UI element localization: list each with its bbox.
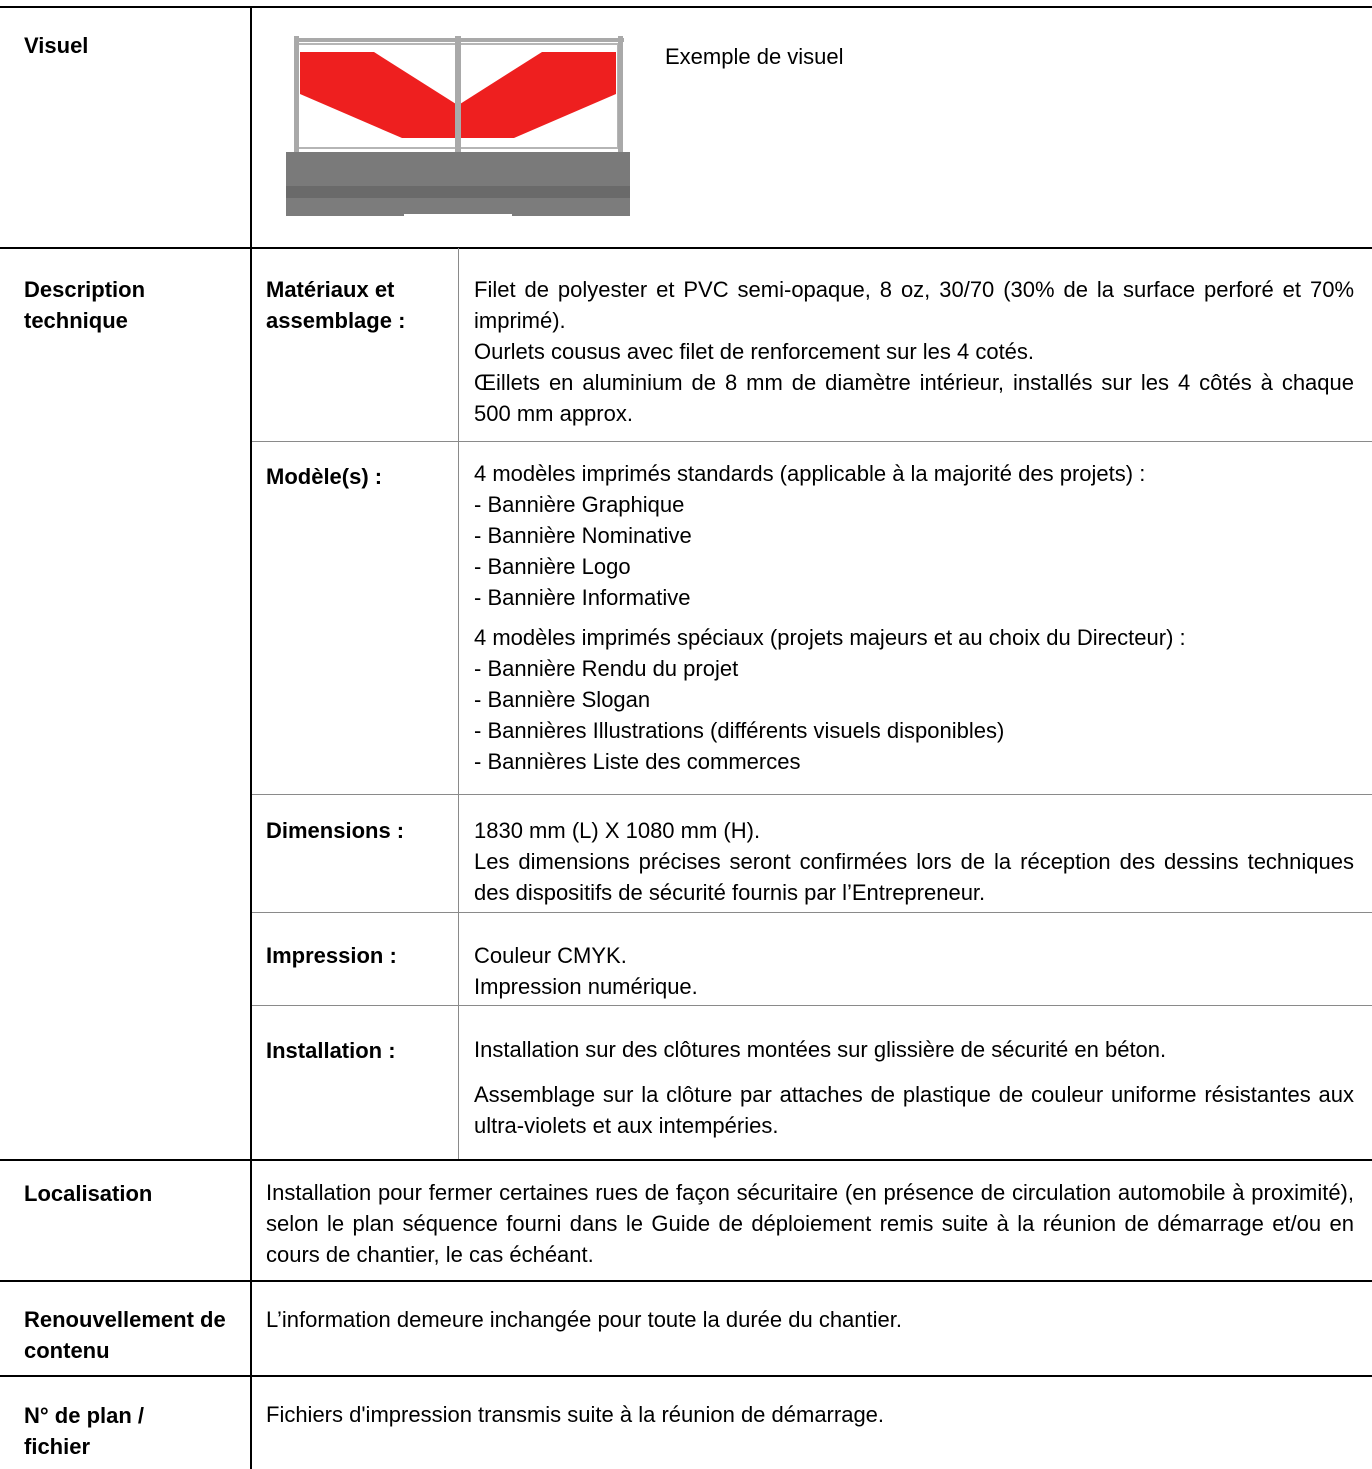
materiaux-label: Matériaux et assemblage : — [266, 277, 406, 333]
row-border-localisation — [0, 1280, 1372, 1282]
table-top-border — [0, 6, 1372, 8]
renouvellement-label: Renouvellement de contenu — [24, 1307, 226, 1363]
row-border-visuel — [0, 247, 1372, 249]
label-column-border — [250, 6, 252, 1469]
impression-label: Impression : — [266, 943, 397, 968]
description-label: Description technique — [24, 277, 146, 333]
installation-para: Assemblage sur la clôture par attaches de plastique de couleur uniforme résistantes aux ultra-violets et aux intempéries. — [474, 1082, 1354, 1138]
barrier-banner-image — [284, 34, 632, 224]
renouvellement-text: L’information demeure inchangée pour toute la durée du chantier. — [266, 1307, 902, 1332]
row-border-renouvellement — [0, 1375, 1372, 1377]
plan-label: N° de plan / fichier — [24, 1403, 145, 1459]
installation-label: Installation : — [266, 1038, 396, 1063]
subrow-border-3 — [252, 912, 1372, 913]
list-item: - Bannière Logo — [474, 551, 1354, 582]
modeles-label: Modèle(s) : — [266, 464, 383, 489]
list-item: - Bannières Illustrations (différents visuels disponibles) — [474, 715, 1354, 746]
modeles-text — [474, 458, 1354, 777]
dimensions-label: Dimensions : — [266, 818, 405, 843]
special-intro: 4 modèles imprimés spéciaux (projets majeurs et au choix du Directeur) : — [474, 625, 1186, 650]
dimensions-line: Les dimensions précises seront confirmées lors de la réception des dessins techniques des dispositifs de sécurité fournis par l’Entrepreneur. — [474, 849, 1354, 905]
materiaux-line: Ourlets cousus avec filet de renforcement sur les 4 cotés. — [474, 339, 1035, 364]
subrow-border-2 — [252, 794, 1372, 795]
standard-intro: 4 modèles imprimés standards (applicable à la majorité des projets) : — [474, 461, 1146, 486]
list-item: - Bannière Rendu du projet — [474, 653, 1354, 684]
materiaux-line: Œillets en aluminium de 8 mm de diamètre intérieur, installés sur les 4 côtés à chaque 500 mm approx. — [474, 370, 1354, 426]
row-border-description — [0, 1159, 1372, 1161]
list-item: - Bannière Slogan — [474, 684, 1354, 715]
list-item: - Bannières Liste des commerces — [474, 746, 1354, 777]
dimensions-line: 1830 mm (L) X 1080 mm (H). — [474, 818, 761, 843]
dimensions-text — [474, 815, 1354, 908]
localisation-text: Installation pour fermer certaines rues de façon sécuritaire (en présence de circulation automobile à proximité), selon le plan séquence fourni dans le Guide de déploiement remis suite à la réunion de démarrage et/ou en cours de chantier, le cas échéant. — [266, 1180, 1354, 1267]
list-item: - Bannière Informative — [474, 582, 1354, 613]
impression-line: Couleur CMYK. — [474, 943, 627, 968]
impression-line: Impression numérique. — [474, 974, 698, 999]
list-item: - Bannière Nominative — [474, 520, 1354, 551]
standard-list — [474, 489, 1354, 613]
special-list — [474, 653, 1354, 777]
subrow-border-1 — [252, 441, 1372, 442]
plan-text: Fichiers d'impression transmis suite à la réunion de démarrage. — [266, 1402, 885, 1427]
materiaux-text — [474, 274, 1354, 429]
localisation-label: Localisation — [24, 1181, 153, 1206]
installation-text — [474, 1034, 1354, 1141]
visuel-caption: Exemple de visuel — [665, 44, 844, 69]
subrow-border-4 — [252, 1005, 1372, 1006]
subtable-column-border — [458, 248, 459, 1159]
impression-text — [474, 940, 1354, 1002]
materiaux-line: Filet de polyester et PVC semi-opaque, 8 oz, 30/70 (30% de la surface perforé et 70% imprimé). — [474, 277, 1354, 333]
installation-para: Installation sur des clôtures montées sur glissière de sécurité en béton. — [474, 1037, 1167, 1062]
visuel-label: Visuel — [24, 33, 89, 58]
list-item: - Bannière Graphique — [474, 489, 1354, 520]
